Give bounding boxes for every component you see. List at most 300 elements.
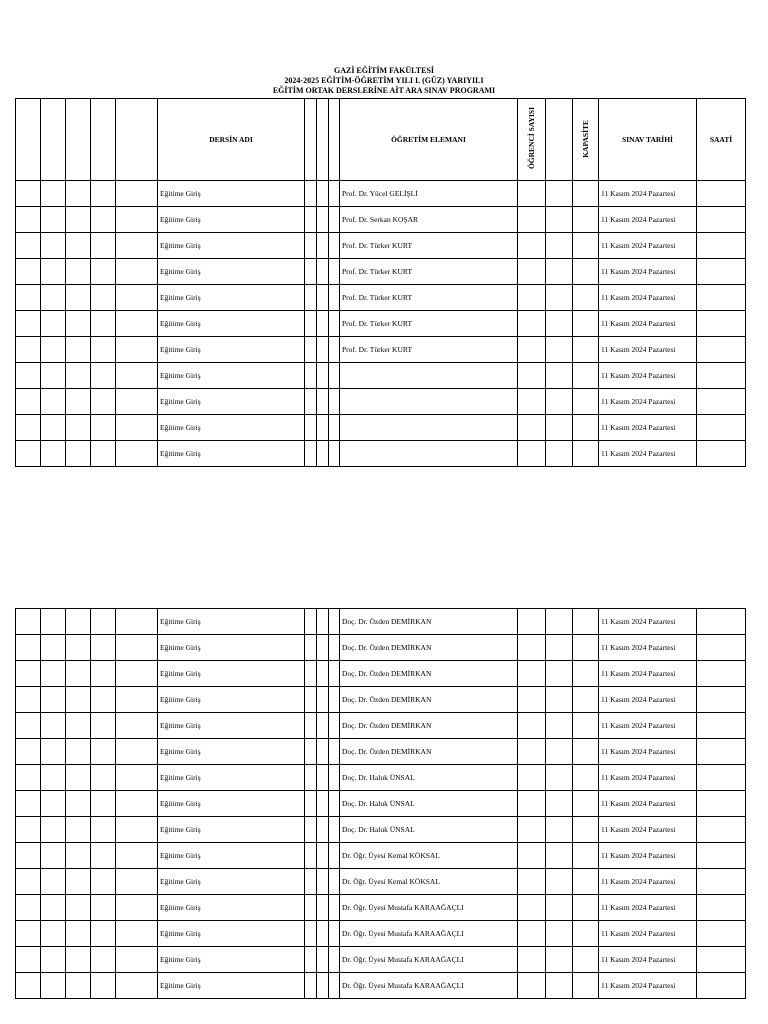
blank-cell bbox=[16, 285, 41, 311]
blank-cell bbox=[16, 687, 41, 713]
instructor-cell: Dr. Öğr. Üyesi Mustafa KARAAĞAÇLI bbox=[340, 947, 518, 973]
course-name-cell: Eğitime Giriş bbox=[158, 363, 305, 389]
blank-cell bbox=[41, 817, 66, 843]
blank-cell bbox=[305, 661, 317, 687]
table-row bbox=[16, 181, 746, 207]
blank-cell bbox=[66, 973, 91, 999]
blank-cell bbox=[116, 713, 158, 739]
exam-date-cell: 11 Kasım 2024 Pazartesi bbox=[599, 739, 697, 765]
student-count-cell bbox=[518, 765, 546, 791]
blank-cell bbox=[16, 843, 41, 869]
time-cell bbox=[697, 441, 746, 467]
blank-cell bbox=[329, 233, 340, 259]
blank-cell bbox=[546, 895, 573, 921]
table-row bbox=[16, 363, 746, 389]
blank-cell bbox=[116, 285, 158, 311]
table-row bbox=[16, 609, 746, 635]
capacity-header: KAPASİTE bbox=[573, 99, 599, 181]
blank-cell bbox=[91, 895, 116, 921]
blank-cell bbox=[116, 337, 158, 363]
time-cell bbox=[697, 415, 746, 441]
blank-cell bbox=[329, 869, 340, 895]
instructor-cell bbox=[340, 415, 518, 441]
exam-date-cell: 11 Kasım 2024 Pazartesi bbox=[599, 181, 697, 207]
blank-cell bbox=[66, 207, 91, 233]
capacity-cell bbox=[573, 661, 599, 687]
blank-cell bbox=[66, 285, 91, 311]
course-name-cell: Eğitime Giriş bbox=[158, 895, 305, 921]
blank-cell bbox=[91, 921, 116, 947]
blank-cell bbox=[116, 817, 158, 843]
blank-cell bbox=[116, 233, 158, 259]
blank-cell bbox=[317, 765, 329, 791]
capacity-cell bbox=[573, 869, 599, 895]
blank-cell bbox=[41, 441, 66, 467]
blank-cell bbox=[546, 415, 573, 441]
blank-cell bbox=[546, 441, 573, 467]
blank-header-cell bbox=[546, 99, 573, 181]
blank-cell bbox=[546, 661, 573, 687]
blank-cell bbox=[116, 791, 158, 817]
blank-cell bbox=[16, 817, 41, 843]
course-name-cell: Eğitime Giriş bbox=[158, 181, 305, 207]
blank-cell bbox=[66, 765, 91, 791]
blank-cell bbox=[41, 973, 66, 999]
blank-cell bbox=[41, 895, 66, 921]
blank-cell bbox=[91, 415, 116, 441]
blank-cell bbox=[16, 765, 41, 791]
exam-date-cell: 11 Kasım 2024 Pazartesi bbox=[599, 843, 697, 869]
blank-cell bbox=[116, 895, 158, 921]
course-name-cell: Eğitime Giriş bbox=[158, 921, 305, 947]
course-name-cell: Eğitime Giriş bbox=[158, 765, 305, 791]
blank-cell bbox=[41, 609, 66, 635]
blank-cell bbox=[16, 441, 41, 467]
blank-cell bbox=[305, 337, 317, 363]
capacity-cell bbox=[573, 207, 599, 233]
student-count-cell bbox=[518, 363, 546, 389]
blank-cell bbox=[116, 609, 158, 635]
blank-cell bbox=[329, 311, 340, 337]
blank-cell bbox=[329, 635, 340, 661]
faculty-title: GAZİ EĞİTİM FAKÜLTESİ bbox=[333, 66, 435, 75]
student-count-cell bbox=[518, 311, 546, 337]
blank-cell bbox=[305, 389, 317, 415]
blank-cell bbox=[317, 337, 329, 363]
blank-cell bbox=[116, 389, 158, 415]
capacity-cell bbox=[573, 181, 599, 207]
instructor-cell: Prof. Dr. Türker KURT bbox=[340, 285, 518, 311]
blank-cell bbox=[317, 947, 329, 973]
instructor-cell: Prof. Dr. Türker KURT bbox=[340, 311, 518, 337]
blank-cell bbox=[41, 661, 66, 687]
student-count-cell bbox=[518, 181, 546, 207]
table-row bbox=[16, 233, 746, 259]
exam-date-cell: 11 Kasım 2024 Pazartesi bbox=[599, 233, 697, 259]
blank-cell bbox=[16, 947, 41, 973]
blank-cell bbox=[41, 947, 66, 973]
blank-cell bbox=[546, 791, 573, 817]
blank-cell bbox=[317, 817, 329, 843]
blank-cell bbox=[16, 311, 41, 337]
blank-cell bbox=[329, 609, 340, 635]
instructor-cell: Doç. Dr. Özden DEMİRKAN bbox=[340, 635, 518, 661]
blank-cell bbox=[41, 415, 66, 441]
course-name-cell: Eğitime Giriş bbox=[158, 259, 305, 285]
blank-cell bbox=[317, 311, 329, 337]
instructor-cell: Prof. Dr. Türker KURT bbox=[340, 337, 518, 363]
blank-cell bbox=[329, 739, 340, 765]
exam-date-cell: 11 Kasım 2024 Pazartesi bbox=[599, 259, 697, 285]
exam-date-cell: 11 Kasım 2024 Pazartesi bbox=[599, 947, 697, 973]
blank-cell bbox=[91, 635, 116, 661]
blank-cell bbox=[41, 311, 66, 337]
blank-cell bbox=[91, 311, 116, 337]
blank-cell bbox=[305, 363, 317, 389]
blank-cell bbox=[317, 895, 329, 921]
blank-cell bbox=[41, 843, 66, 869]
blank-cell bbox=[317, 869, 329, 895]
blank-cell bbox=[16, 739, 41, 765]
blank-cell bbox=[91, 687, 116, 713]
blank-cell bbox=[66, 181, 91, 207]
blank-cell bbox=[116, 765, 158, 791]
blank-cell bbox=[91, 843, 116, 869]
blank-cell bbox=[41, 337, 66, 363]
time-cell bbox=[697, 609, 746, 635]
blank-cell bbox=[41, 635, 66, 661]
blank-cell bbox=[66, 921, 91, 947]
capacity-cell bbox=[573, 609, 599, 635]
blank-cell bbox=[317, 609, 329, 635]
time-cell bbox=[697, 921, 746, 947]
exam-date-cell: 11 Kasım 2024 Pazartesi bbox=[599, 713, 697, 739]
course-name-cell: Eğitime Giriş bbox=[158, 843, 305, 869]
capacity-cell bbox=[573, 441, 599, 467]
blank-cell bbox=[546, 259, 573, 285]
blank-cell bbox=[66, 739, 91, 765]
table-row bbox=[16, 921, 746, 947]
blank-cell bbox=[305, 869, 317, 895]
student-count-cell bbox=[518, 285, 546, 311]
blank-cell bbox=[16, 921, 41, 947]
blank-cell bbox=[91, 181, 116, 207]
blank-cell bbox=[66, 233, 91, 259]
blank-header-cell bbox=[329, 99, 340, 181]
blank-cell bbox=[546, 389, 573, 415]
academic-year-title: 2024-2025 EĞİTİM-ÖĞRETİM YILI I. (GÜZ) YARIYILI bbox=[284, 76, 484, 85]
blank-cell bbox=[305, 843, 317, 869]
blank-cell bbox=[317, 713, 329, 739]
blank-cell bbox=[16, 895, 41, 921]
blank-cell bbox=[329, 947, 340, 973]
blank-cell bbox=[305, 713, 317, 739]
blank-cell bbox=[91, 713, 116, 739]
blank-cell bbox=[305, 285, 317, 311]
blank-cell bbox=[116, 311, 158, 337]
blank-header-cell bbox=[116, 99, 158, 181]
blank-cell bbox=[116, 869, 158, 895]
course-name-cell: Eğitime Giriş bbox=[158, 609, 305, 635]
blank-cell bbox=[91, 739, 116, 765]
exam-date-cell: 11 Kasım 2024 Pazartesi bbox=[599, 311, 697, 337]
table-row bbox=[16, 311, 746, 337]
blank-cell bbox=[66, 337, 91, 363]
capacity-cell bbox=[573, 233, 599, 259]
blank-cell bbox=[41, 713, 66, 739]
student-count-cell bbox=[518, 843, 546, 869]
blank-cell bbox=[305, 791, 317, 817]
table-row bbox=[16, 661, 746, 687]
blank-cell bbox=[305, 181, 317, 207]
capacity-cell bbox=[573, 687, 599, 713]
blank-cell bbox=[91, 973, 116, 999]
blank-cell bbox=[66, 259, 91, 285]
blank-cell bbox=[41, 765, 66, 791]
blank-cell bbox=[16, 181, 41, 207]
time-cell bbox=[697, 843, 746, 869]
blank-cell bbox=[16, 259, 41, 285]
student-count-cell bbox=[518, 687, 546, 713]
blank-cell bbox=[305, 635, 317, 661]
blank-cell bbox=[546, 869, 573, 895]
blank-cell bbox=[546, 609, 573, 635]
capacity-cell bbox=[573, 765, 599, 791]
student-count-cell bbox=[518, 259, 546, 285]
student-count-cell bbox=[518, 895, 546, 921]
blank-cell bbox=[116, 921, 158, 947]
blank-cell bbox=[329, 389, 340, 415]
blank-cell bbox=[16, 609, 41, 635]
blank-cell bbox=[41, 363, 66, 389]
blank-cell bbox=[116, 363, 158, 389]
time-cell bbox=[697, 895, 746, 921]
table-row bbox=[16, 687, 746, 713]
capacity-cell bbox=[573, 947, 599, 973]
blank-cell bbox=[305, 895, 317, 921]
blank-cell bbox=[317, 441, 329, 467]
blank-cell bbox=[546, 713, 573, 739]
blank-cell bbox=[41, 791, 66, 817]
course-name-cell: Eğitime Giriş bbox=[158, 947, 305, 973]
course-name-cell: Eğitime Giriş bbox=[158, 791, 305, 817]
table-row bbox=[16, 337, 746, 363]
student-count-header: ÖĞRENCİ SAYISI bbox=[518, 99, 546, 181]
capacity-cell bbox=[573, 739, 599, 765]
blank-cell bbox=[329, 921, 340, 947]
blank-cell bbox=[16, 207, 41, 233]
blank-cell bbox=[317, 415, 329, 441]
course-name-cell: Eğitime Giriş bbox=[158, 337, 305, 363]
blank-cell bbox=[305, 921, 317, 947]
blank-cell bbox=[329, 817, 340, 843]
blank-header-cell bbox=[16, 99, 41, 181]
blank-cell bbox=[41, 285, 66, 311]
blank-cell bbox=[66, 389, 91, 415]
blank-cell bbox=[116, 947, 158, 973]
time-cell bbox=[697, 311, 746, 337]
time-cell bbox=[697, 363, 746, 389]
blank-cell bbox=[41, 389, 66, 415]
capacity-cell bbox=[573, 415, 599, 441]
instructor-cell bbox=[340, 363, 518, 389]
blank-cell bbox=[16, 869, 41, 895]
blank-cell bbox=[329, 765, 340, 791]
blank-cell bbox=[546, 947, 573, 973]
time-cell bbox=[697, 817, 746, 843]
blank-cell bbox=[317, 739, 329, 765]
blank-cell bbox=[66, 869, 91, 895]
table-row bbox=[16, 739, 746, 765]
blank-cell bbox=[546, 363, 573, 389]
instructor-cell: Doç. Dr. Haluk ÜNSAL bbox=[340, 791, 518, 817]
student-count-cell bbox=[518, 947, 546, 973]
blank-cell bbox=[546, 817, 573, 843]
time-header: SAATİ bbox=[697, 99, 746, 181]
blank-cell bbox=[546, 843, 573, 869]
blank-cell bbox=[116, 207, 158, 233]
blank-cell bbox=[91, 207, 116, 233]
blank-cell bbox=[317, 233, 329, 259]
exam-program-title: EĞİTİM ORTAK DERSLERİNE AİT ARA SINAV PROGRAMI bbox=[272, 86, 496, 95]
blank-cell bbox=[91, 285, 116, 311]
course-name-cell: Eğitime Giriş bbox=[158, 869, 305, 895]
exam-date-cell: 11 Kasım 2024 Pazartesi bbox=[599, 895, 697, 921]
exam-date-cell: 11 Kasım 2024 Pazartesi bbox=[599, 687, 697, 713]
blank-cell bbox=[305, 973, 317, 999]
instructor-cell bbox=[340, 441, 518, 467]
table-row bbox=[16, 207, 746, 233]
blank-cell bbox=[16, 713, 41, 739]
blank-header-cell bbox=[305, 99, 317, 181]
time-cell bbox=[697, 389, 746, 415]
course-name-cell: Eğitime Giriş bbox=[158, 311, 305, 337]
time-cell bbox=[697, 233, 746, 259]
blank-cell bbox=[305, 207, 317, 233]
student-count-cell bbox=[518, 609, 546, 635]
blank-cell bbox=[305, 259, 317, 285]
blank-cell bbox=[305, 947, 317, 973]
blank-cell bbox=[329, 363, 340, 389]
blank-cell bbox=[16, 415, 41, 441]
capacity-cell bbox=[573, 817, 599, 843]
blank-cell bbox=[66, 687, 91, 713]
instructor-cell: Doç. Dr. Özden DEMİRKAN bbox=[340, 713, 518, 739]
blank-cell bbox=[66, 895, 91, 921]
time-cell bbox=[697, 207, 746, 233]
exam-date-cell: 11 Kasım 2024 Pazartesi bbox=[599, 609, 697, 635]
blank-cell bbox=[317, 973, 329, 999]
blank-cell bbox=[41, 921, 66, 947]
blank-cell bbox=[329, 181, 340, 207]
blank-cell bbox=[66, 609, 91, 635]
time-cell bbox=[697, 713, 746, 739]
exam-date-cell: 11 Kasım 2024 Pazartesi bbox=[599, 869, 697, 895]
instructor-header: ÖĞRETİM ELEMANI bbox=[340, 99, 518, 181]
blank-cell bbox=[546, 687, 573, 713]
blank-cell bbox=[546, 311, 573, 337]
blank-cell bbox=[317, 791, 329, 817]
capacity-cell bbox=[573, 921, 599, 947]
blank-cell bbox=[546, 739, 573, 765]
table-row bbox=[16, 765, 746, 791]
time-cell bbox=[697, 337, 746, 363]
time-cell bbox=[697, 947, 746, 973]
blank-cell bbox=[317, 661, 329, 687]
blank-cell bbox=[41, 869, 66, 895]
blank-cell bbox=[317, 687, 329, 713]
blank-cell bbox=[329, 713, 340, 739]
time-cell bbox=[697, 687, 746, 713]
time-cell bbox=[697, 181, 746, 207]
exam-date-cell: 11 Kasım 2024 Pazartesi bbox=[599, 337, 697, 363]
blank-cell bbox=[305, 415, 317, 441]
student-count-cell bbox=[518, 337, 546, 363]
capacity-cell bbox=[573, 389, 599, 415]
blank-cell bbox=[91, 337, 116, 363]
blank-cell bbox=[329, 415, 340, 441]
student-count-cell bbox=[518, 921, 546, 947]
course-name-cell: Eğitime Giriş bbox=[158, 817, 305, 843]
instructor-cell: Dr. Öğr. Üyesi Mustafa KARAAĞAÇLI bbox=[340, 921, 518, 947]
time-cell bbox=[697, 791, 746, 817]
exam-date-cell: 11 Kasım 2024 Pazartesi bbox=[599, 921, 697, 947]
blank-cell bbox=[317, 921, 329, 947]
blank-cell bbox=[329, 791, 340, 817]
student-count-cell bbox=[518, 817, 546, 843]
blank-cell bbox=[91, 233, 116, 259]
time-cell bbox=[697, 739, 746, 765]
blank-cell bbox=[546, 635, 573, 661]
blank-cell bbox=[116, 661, 158, 687]
blank-cell bbox=[329, 285, 340, 311]
blank-cell bbox=[66, 363, 91, 389]
blank-cell bbox=[66, 661, 91, 687]
blank-cell bbox=[116, 973, 158, 999]
blank-cell bbox=[41, 687, 66, 713]
instructor-cell: Dr. Öğr. Üyesi Mustafa KARAAĞAÇLI bbox=[340, 973, 518, 999]
student-count-cell bbox=[518, 233, 546, 259]
blank-cell bbox=[16, 791, 41, 817]
exam-date-cell: 11 Kasım 2024 Pazartesi bbox=[599, 661, 697, 687]
time-cell bbox=[697, 765, 746, 791]
blank-cell bbox=[16, 389, 41, 415]
student-count-cell bbox=[518, 441, 546, 467]
instructor-cell: Doç. Dr. Özden DEMİRKAN bbox=[340, 661, 518, 687]
table-row bbox=[16, 817, 746, 843]
course-name-cell: Eğitime Giriş bbox=[158, 739, 305, 765]
blank-cell bbox=[329, 843, 340, 869]
blank-cell bbox=[329, 895, 340, 921]
course-name-cell: Eğitime Giriş bbox=[158, 687, 305, 713]
exam-schedule-table-2 bbox=[15, 608, 746, 999]
student-count-cell bbox=[518, 739, 546, 765]
blank-cell bbox=[329, 441, 340, 467]
course-name-cell: Eğitime Giriş bbox=[158, 635, 305, 661]
blank-cell bbox=[91, 363, 116, 389]
blank-cell bbox=[546, 337, 573, 363]
blank-cell bbox=[329, 259, 340, 285]
student-count-cell bbox=[518, 415, 546, 441]
exam-date-cell: 11 Kasım 2024 Pazartesi bbox=[599, 765, 697, 791]
blank-cell bbox=[305, 687, 317, 713]
student-count-cell bbox=[518, 635, 546, 661]
blank-cell bbox=[91, 661, 116, 687]
time-cell bbox=[697, 661, 746, 687]
instructor-cell bbox=[340, 389, 518, 415]
student-count-cell bbox=[518, 791, 546, 817]
course-name-cell: Eğitime Giriş bbox=[158, 415, 305, 441]
